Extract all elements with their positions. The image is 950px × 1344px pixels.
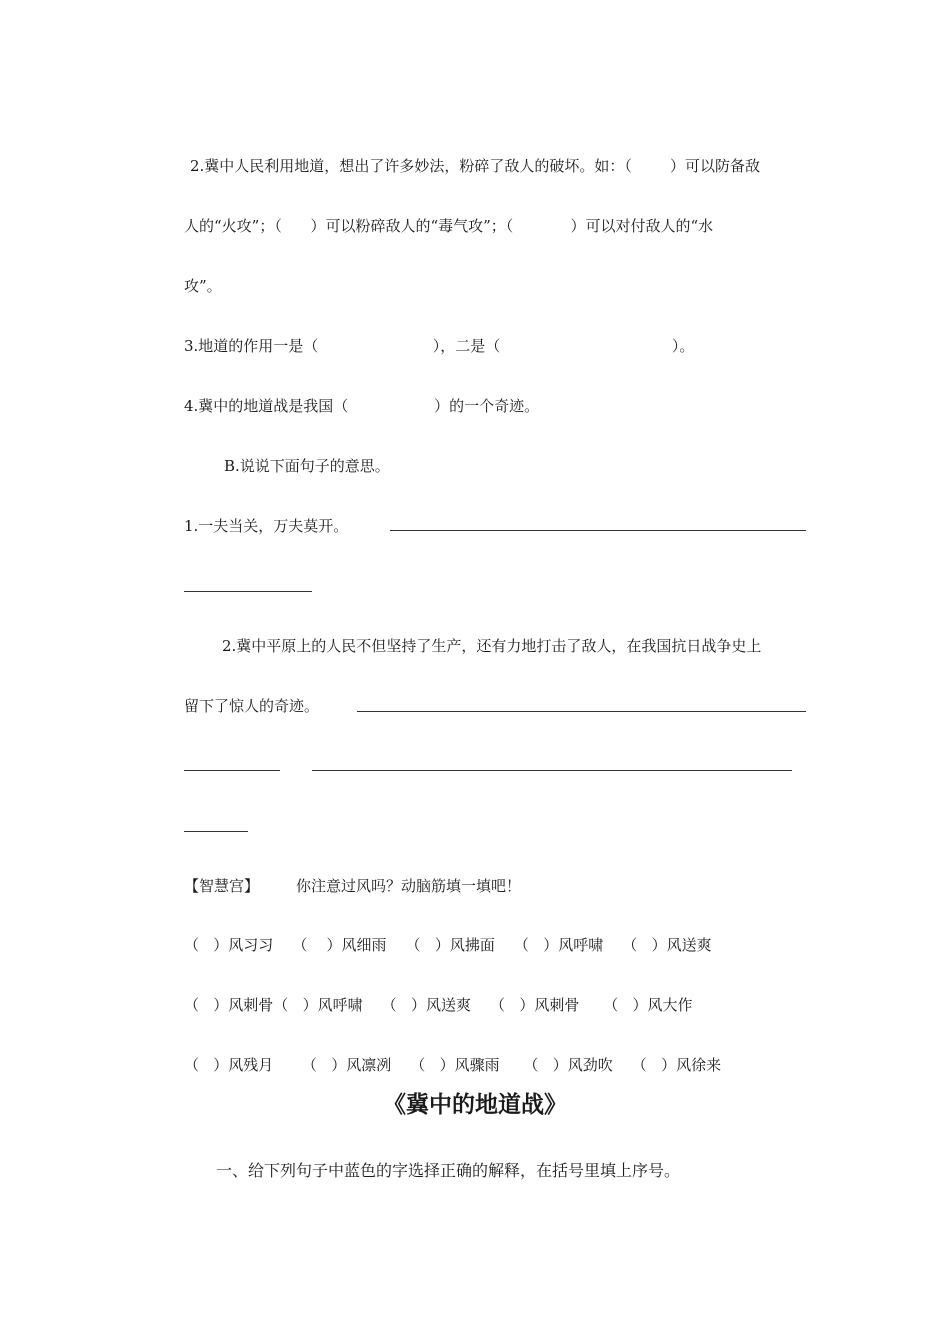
- question-2-line-1: 2.冀中人民利用地道，想出了许多妙法，粉碎了敌人的破坏。如：（ ）可以防备敌: [190, 157, 760, 175]
- section-b-heading: B.说说下面句子的意思。: [224, 457, 390, 475]
- sentence-1: 1.一夫当关，万夫莫开。: [184, 517, 349, 535]
- question-2-line-3: 攻”。: [184, 277, 222, 295]
- wisdom-prompt: 你注意过风吗？动脑筋填一填吧！: [296, 877, 522, 895]
- answer-line[interactable]: [184, 591, 312, 592]
- answer-line[interactable]: [390, 530, 806, 531]
- sentence-2-line-2: 留下了惊人的奇迹。: [184, 697, 320, 715]
- answer-line[interactable]: [312, 770, 792, 771]
- answer-line[interactable]: [357, 711, 806, 712]
- answer-line[interactable]: [184, 831, 248, 832]
- sentence-2-line-1: 2.冀中平原上的人民不但坚持了生产，还有力地打击了敌人，在我国抗日战争史上: [222, 637, 762, 655]
- wind-row-2: （ ）风刺骨（ ）风呼啸 （ ）风送爽 （ ）风刺骨 （ ）风大作: [184, 996, 693, 1014]
- wind-row-3: （ ）风残月 （ ）风凛冽 （ ）风骤雨 （ ）风劲吹 （ ）风徐来: [184, 1056, 722, 1074]
- lesson-title: 《冀中的地道战》: [383, 1092, 567, 1118]
- answer-line[interactable]: [184, 770, 280, 771]
- question-4: 4.冀中的地道战是我国（ ）的一个奇迹。: [184, 397, 540, 415]
- wisdom-label: 【智慧宫】: [184, 877, 260, 895]
- exercise-1-instruction: 一、给下列句子中蓝色的字选择正确的解释，在括号里填上序号。: [216, 1161, 681, 1180]
- wind-row-1: （ ）风习习 （ ）风细雨 （ ）风拂面 （ ）风呼啸 （ ）风送爽: [184, 936, 712, 954]
- question-3: 3.地道的作用一是（ ），二是（ ）。: [184, 337, 695, 355]
- question-2-line-2: 人的“火攻”；（ ）可以粉碎敌人的“毒气攻”；（ ）可以对付敌人的“水: [184, 217, 714, 235]
